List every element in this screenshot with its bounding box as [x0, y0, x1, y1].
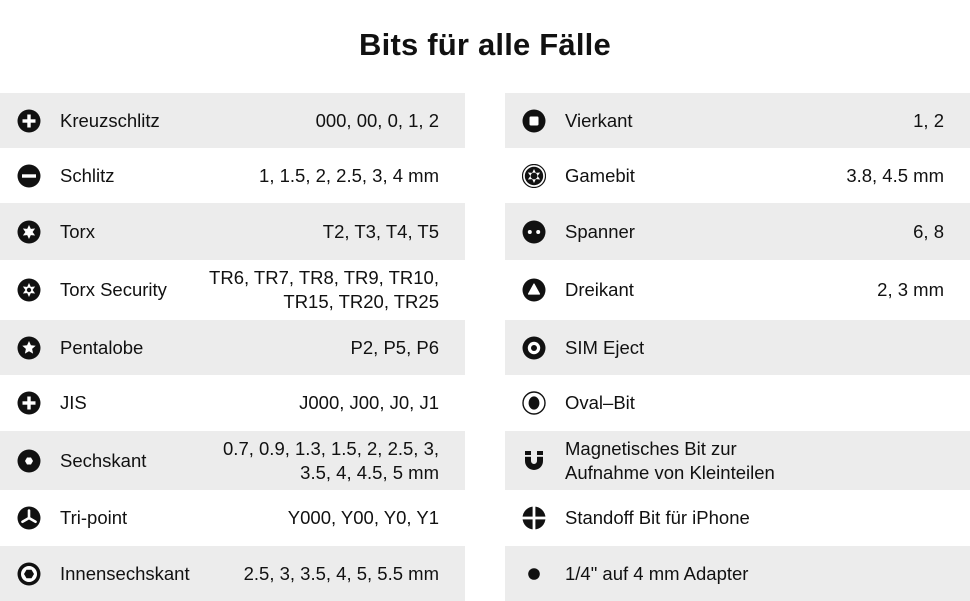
triangle-icon: [522, 278, 546, 302]
bit-sizes: 0.7, 0.9, 1.3, 1.5, 2, 2.5, 3, 3.5, 4, 4.5, 5 mm: [223, 437, 439, 483]
bit-name: Torx Security: [60, 279, 167, 300]
bit-name: Innensechskant: [60, 562, 190, 584]
bit-name: Kreuzschlitz: [60, 109, 160, 131]
bit-name: Schlitz: [60, 164, 115, 186]
bit-sizes: 2.5, 3, 3.5, 4, 5, 5.5 mm: [243, 562, 439, 584]
page-title: Bits für alle Fälle: [359, 27, 611, 62]
bit-name: JIS: [60, 392, 87, 413]
bit-sizes: TR6, TR7, TR8, TR9, TR10, TR15, TR20, TR25: [209, 267, 439, 312]
spanner-icon: [522, 220, 546, 244]
bit-row-adapter: [505, 546, 970, 601]
bit-row-standoff-bit: [505, 490, 970, 546]
bit-name: Sechskant: [60, 449, 147, 471]
bit-name: 1/4" auf 4 mm Adapter: [565, 562, 749, 584]
bit-name: Spanner: [565, 220, 635, 242]
bit-table-right: [505, 93, 970, 601]
bit-row-sim-eject: [505, 320, 970, 375]
sim-eject-icon: [522, 336, 546, 360]
tri-point-icon: [17, 506, 41, 530]
square-icon: [522, 109, 546, 133]
bit-row-sechskant: [0, 431, 465, 490]
bit-sizes: P2, P5, P6: [350, 336, 439, 358]
bit-sizes: 1, 2: [913, 109, 944, 131]
bit-row-vierkant: [505, 93, 970, 148]
bit-name: Magnetisches Bit zur Aufnahme von Kleinteilen: [565, 437, 775, 483]
magnet-icon: [522, 449, 546, 473]
bit-row-tri-point: [0, 490, 465, 546]
bit-sizes: 3.8, 4.5 mm: [846, 164, 944, 186]
bit-row-magnetisches-bit: [505, 431, 970, 490]
bit-name: Dreikant: [565, 279, 634, 300]
bit-row-oval-bit: [505, 375, 970, 431]
bit-row-schlitz: [0, 148, 465, 203]
bit-row-innensechskant: [0, 546, 465, 601]
bit-row-spanner: [505, 203, 970, 260]
bit-name: Oval–Bit: [565, 392, 635, 413]
torx-icon: [17, 220, 41, 244]
bit-sizes: T2, T3, T4, T5: [322, 220, 439, 242]
bit-sizes: 000, 00, 0, 1, 2: [315, 109, 439, 131]
bit-row-kreuzschlitz: [0, 93, 465, 148]
bit-name: Tri-point: [60, 507, 128, 528]
bit-name: Standoff Bit für iPhone: [565, 507, 750, 528]
jis-icon: [17, 391, 41, 415]
bit-sizes: 6, 8: [913, 220, 944, 242]
bit-name: Vierkant: [565, 109, 633, 131]
hex-socket-icon: [17, 562, 41, 586]
torx-security-icon: [17, 278, 41, 302]
adapter-dot-icon: [522, 562, 546, 586]
oval-icon: [522, 391, 546, 415]
bit-sizes: 2, 3 mm: [877, 279, 944, 300]
hex-icon: [17, 449, 41, 473]
bit-sizes: 1, 1.5, 2, 2.5, 3, 4 mm: [259, 164, 439, 186]
bit-row-dreikant: [505, 260, 970, 320]
gamebit-icon: [522, 164, 546, 188]
pentalobe-icon: [17, 336, 41, 360]
bit-row-jis: [0, 375, 465, 431]
standoff-icon: [522, 506, 546, 530]
phillips-icon: [17, 109, 41, 133]
bit-sizes: J000, J00, J0, J1: [299, 392, 439, 413]
bit-name: SIM Eject: [565, 336, 645, 358]
bit-row-torx: [0, 203, 465, 260]
bit-row-gamebit: [505, 148, 970, 203]
slotted-icon: [17, 164, 41, 188]
bit-row-torx-security: [0, 260, 465, 320]
bit-name: Gamebit: [565, 164, 635, 186]
bit-name: Torx: [60, 220, 95, 242]
bit-name: Pentalobe: [60, 336, 144, 358]
bit-table-left: [0, 93, 465, 601]
bit-row-pentalobe: [0, 320, 465, 375]
bit-sizes: Y000, Y00, Y0, Y1: [287, 507, 439, 528]
